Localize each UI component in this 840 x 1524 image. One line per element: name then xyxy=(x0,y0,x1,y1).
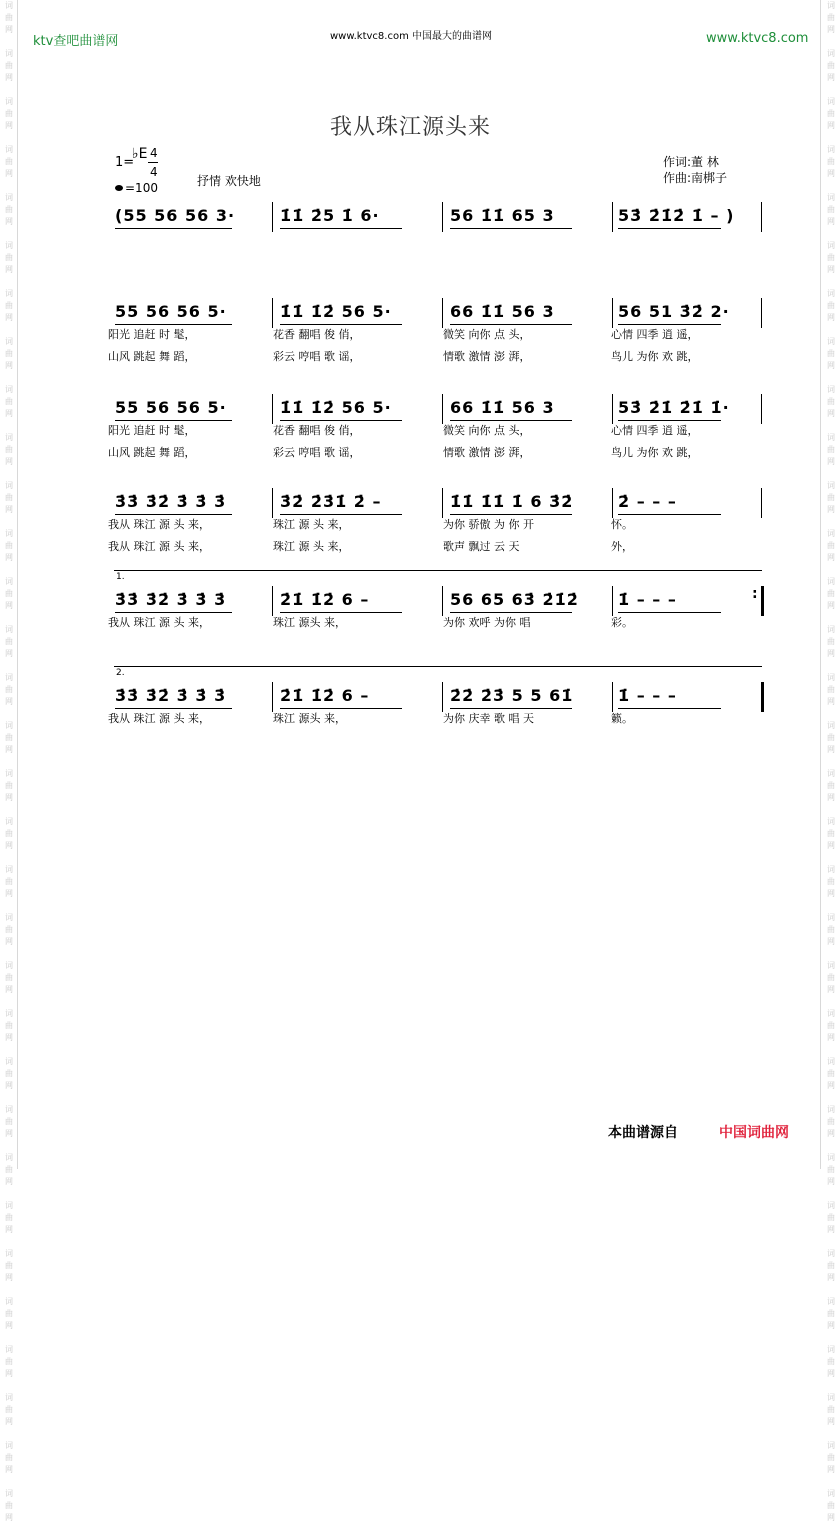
lyric-verse-1: 微笑 向你 点 头， xyxy=(443,328,531,341)
mood-marking: 抒情 欢快地 xyxy=(197,174,261,188)
lyric-verse-1: 我从 珠江 源 头 来， xyxy=(108,616,210,629)
measure-notes: 3̇3̇ 3̇2̇ 3̇ 3̇ 3̇ xyxy=(115,492,227,511)
lyric-verse-1: 怀。 xyxy=(611,518,633,531)
quarter-note-icon xyxy=(115,185,123,191)
right-margin-line xyxy=(820,0,821,1169)
barline xyxy=(442,682,443,712)
lyric-verse-1: 心情 四季 逍 遥， xyxy=(611,424,699,437)
measure-notes: 1̇1̇ 2̇5 1̇ 6· xyxy=(280,206,380,225)
lyric-verse-1: 阳光 追赶 时 髦， xyxy=(108,424,196,437)
time-signature-line xyxy=(148,162,158,163)
beam-underline xyxy=(115,228,232,229)
time-signature-top: 4 xyxy=(150,146,158,160)
lyric-verse-2: 山风 跳起 舞 蹈， xyxy=(108,446,196,459)
volta-number: 2. xyxy=(116,668,125,678)
lyric-verse-2: 我从 珠江 源 头 来， xyxy=(108,540,210,553)
left-watermark: 词 曲 网 词 曲 网 词 曲 网 词 曲 网 词 曲 网 词 曲 网 词 曲 网 词 曲 网 词 曲 网 词 曲 网 词 曲 网 词 曲 网 词 曲 网 词 曲 网 词 曲 网 词 曲 网 词 曲 网 词 曲 网 词 曲 网 词 曲 网 词 曲 网 词 曲 网 词 曲 网 词 曲 网 词 曲 网 词 曲 网 词 曲 网 词 曲 网 词 曲 网 词 曲 网 词 曲 网 词 曲 网 xyxy=(5,1,13,1522)
measure-notes: 53̇ 2̇1̇2̇ 1̇ – ) xyxy=(618,206,735,225)
barline xyxy=(612,488,613,518)
beam-underline xyxy=(280,612,402,613)
lyric-verse-2: 彩云 哼唱 歌 谣， xyxy=(273,350,361,363)
barline xyxy=(272,298,273,328)
lyric-verse-2: 鸟儿 为你 欢 跳， xyxy=(611,446,699,459)
beam-underline xyxy=(280,708,402,709)
barline xyxy=(612,394,613,424)
lyric-verse-2: 情歌 激情 澎 湃， xyxy=(443,350,531,363)
measure-notes: 56 65 63̇ 2̇1̇2̇ xyxy=(450,590,579,609)
lyric-verse-1: 彩。 xyxy=(611,616,633,629)
lyric-verse-1: 为你 庆幸 歌 唱 天 xyxy=(443,712,534,725)
lyric-verse-1: 阳光 追赶 时 髦， xyxy=(108,328,196,341)
measure-notes: 3̇3̇ 3̇2̇ 3̇ 3̇ 3̇ xyxy=(115,686,227,705)
beam-underline xyxy=(115,324,232,325)
measure-notes: (55 56 56 3· xyxy=(115,206,236,225)
measure-notes: 2̇1̇ 1̇2̇ 6 – xyxy=(280,686,370,705)
measure-notes: 1̇1̇ 1̇2̇ 56 5· xyxy=(280,302,392,321)
beam-underline xyxy=(618,708,721,709)
lyric-verse-1: 我从 珠江 源 头 来， xyxy=(108,518,210,531)
beam-underline xyxy=(280,228,402,229)
lyric-verse-1: 珠江 源头 来， xyxy=(273,616,346,629)
barline xyxy=(612,202,613,232)
lyric-verse-2: 珠江 源 头 来， xyxy=(273,540,350,553)
repeat-end-barline xyxy=(761,586,764,616)
barline xyxy=(612,682,613,712)
lyric-verse-2: 山风 跳起 舞 蹈， xyxy=(108,350,196,363)
barline xyxy=(442,488,443,518)
beam-underline xyxy=(115,420,232,421)
lyric-verse-1: 为你 骄傲 为 你 开 xyxy=(443,518,534,531)
header-right-site[interactable]: www.ktvc8.com xyxy=(706,31,809,46)
measure-notes: 53̇ 2̇1̇ 2̇1̇ 1̇· xyxy=(618,398,730,417)
key-flat: ♭E xyxy=(132,146,148,162)
volta-number: 1. xyxy=(116,572,125,582)
lyric-verse-2: 彩云 哼唱 歌 谣， xyxy=(273,446,361,459)
barline xyxy=(761,488,762,518)
lyric-verse-1: 我从 珠江 源 头 来， xyxy=(108,712,210,725)
lyric-verse-2: 歌声 飘过 云 天 xyxy=(443,540,520,553)
key-signature: 1= xyxy=(115,155,135,170)
barline xyxy=(442,586,443,616)
measure-notes: 1̇1̇ 1̇1̇ 1̇ 6 3̇2̇ xyxy=(450,492,574,511)
measure-notes: 56 1̇1̇ 65 3 xyxy=(450,206,555,225)
volta-line xyxy=(114,666,762,667)
barline xyxy=(612,586,613,616)
lyric-verse-2: 情歌 激情 澎 湃， xyxy=(443,446,531,459)
measure-notes: 3̇3̇ 3̇2̇ 3̇ 3̇ 3̇ xyxy=(115,590,227,609)
beam-underline xyxy=(115,514,232,515)
measure-notes: 2̇2̇ 2̇3̇ 5 5 61̇ xyxy=(450,686,574,705)
beam-underline xyxy=(450,708,572,709)
beam-underline xyxy=(280,420,402,421)
composer-credit: 作曲:南梆子 xyxy=(663,171,728,185)
lyric-verse-2: 鸟儿 为你 欢 跳， xyxy=(611,350,699,363)
lyric-verse-2: 外， xyxy=(611,540,633,553)
barline xyxy=(272,488,273,518)
measure-notes: 55 56 56 5· xyxy=(115,302,227,321)
measure-notes: 56 51 3̇2̇ 2· xyxy=(618,302,730,321)
song-title: 我从珠江源头来 xyxy=(330,115,492,140)
beam-underline xyxy=(618,228,721,229)
final-barline xyxy=(761,682,764,712)
lyricist-credit: 作词:董 林 xyxy=(663,155,719,169)
beam-underline xyxy=(450,420,572,421)
measure-notes: 55 56 56 5· xyxy=(115,398,227,417)
footer-site[interactable]: 中国词曲网 xyxy=(719,1125,789,1141)
measure-notes: 2̇1̇ 1̇2̇ 6 – xyxy=(280,590,370,609)
measure-notes: 66 1̇1̇ 56 3 xyxy=(450,398,555,417)
lyric-verse-1: 籁。 xyxy=(611,712,633,725)
measure-notes: 66 1̇1̇ 56 3 xyxy=(450,302,555,321)
measure-notes: 1̇ – – – xyxy=(618,590,677,609)
beam-underline xyxy=(280,324,402,325)
beam-underline xyxy=(450,324,572,325)
barline xyxy=(442,298,443,328)
beam-underline xyxy=(618,324,721,325)
beam-underline xyxy=(280,514,402,515)
barline xyxy=(761,298,762,328)
barline xyxy=(442,202,443,232)
time-signature-bottom: 4 xyxy=(150,165,158,179)
header-center-text[interactable]: www.ktvc8.com 中国最大的曲谱网 xyxy=(330,31,493,42)
barline xyxy=(272,394,273,424)
right-watermark: 词 曲 网 词 曲 网 词 曲 网 词 曲 网 词 曲 网 词 曲 网 词 曲 网 词 曲 网 词 曲 网 词 曲 网 词 曲 网 词 曲 网 词 曲 网 词 曲 网 词 曲 网 词 曲 网 词 曲 网 词 曲 网 词 曲 网 词 曲 网 词 曲 网 词 曲 网 词 曲 网 词 曲 网 词 曲 网 词 曲 网 词 曲 网 词 曲 网 词 曲 网 词 曲 网 词 曲 网 词 曲 网 xyxy=(827,1,835,1522)
beam-underline xyxy=(115,612,232,613)
lyric-verse-1: 珠江 源头 来， xyxy=(273,712,346,725)
beam-underline xyxy=(450,228,572,229)
lyric-verse-1: 心情 四季 逍 遥， xyxy=(611,328,699,341)
beam-underline xyxy=(618,514,721,515)
barline xyxy=(272,202,273,232)
barline xyxy=(761,394,762,424)
beam-underline xyxy=(618,420,721,421)
barline xyxy=(272,682,273,712)
barline xyxy=(612,298,613,328)
barline xyxy=(272,586,273,616)
lyric-verse-1: 为你 欢呼 为你 唱 xyxy=(443,616,531,629)
lyric-verse-1: 珠江 源 头 来， xyxy=(273,518,350,531)
beam-underline xyxy=(115,708,232,709)
measure-notes: 1̇1̇ 1̇2̇ 56 5· xyxy=(280,398,392,417)
measure-notes: 3̇2̇ 2̇3̇1̇ 2̇ – xyxy=(280,492,382,511)
beam-underline xyxy=(450,612,572,613)
beam-underline xyxy=(450,514,572,515)
repeat-dots: : xyxy=(752,586,758,602)
lyric-verse-1: 微笑 向你 点 头， xyxy=(443,424,531,437)
lyric-verse-1: 花香 翻唱 俊 俏， xyxy=(273,424,361,437)
footer-label: 本曲谱源自 xyxy=(608,1125,678,1141)
lyric-verse-1: 花香 翻唱 俊 俏， xyxy=(273,328,361,341)
beam-underline xyxy=(618,612,721,613)
barline xyxy=(761,202,762,232)
left-margin-line xyxy=(17,0,18,1169)
measure-notes: 1̇ – – – xyxy=(618,686,677,705)
tempo: =100 xyxy=(125,181,158,195)
header-left-site[interactable]: ktv查吧曲谱网 xyxy=(33,34,119,49)
measure-notes: 2̇ – – – xyxy=(618,492,677,511)
volta-line xyxy=(114,570,762,571)
barline xyxy=(442,394,443,424)
